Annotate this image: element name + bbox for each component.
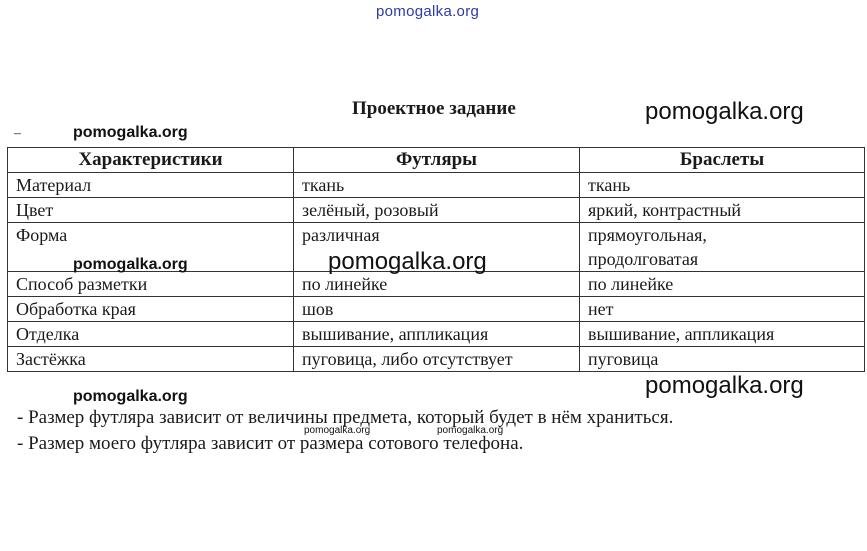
cell-bracelet: по линейке bbox=[580, 272, 865, 297]
cell-bracelet: нет bbox=[580, 297, 865, 322]
cell-bracelet: продолговатая bbox=[580, 247, 865, 272]
cell-bracelet: ткань bbox=[580, 173, 865, 198]
cell-bracelet: пуговица bbox=[580, 347, 865, 372]
table-header-row bbox=[8, 148, 865, 173]
cell-bracelet: вышивание, аппликация bbox=[580, 322, 865, 347]
header-characteristics: Характеристики bbox=[8, 148, 294, 173]
cell-bracelet: прямоугольная, bbox=[580, 223, 865, 248]
cell-case: различная bbox=[294, 223, 580, 248]
watermark-left-bottom: pomogalka.org bbox=[73, 388, 188, 405]
table-row bbox=[8, 198, 865, 223]
table-row bbox=[8, 322, 865, 347]
cell-characteristic: Способ разметки bbox=[8, 272, 294, 297]
watermark-left-title: pomogalka.org bbox=[73, 124, 188, 141]
table-row bbox=[8, 297, 865, 322]
notes bbox=[17, 405, 673, 457]
watermark-top[interactable]: pomogalka.org bbox=[376, 3, 480, 20]
cell-case: ткань bbox=[294, 173, 580, 198]
cell-case: вышивание, аппликация bbox=[294, 322, 580, 347]
watermark-small-1: pomogalka.org bbox=[304, 425, 371, 436]
watermark-center-mid: pomogalka.org bbox=[328, 248, 487, 275]
header-bracelets: Браслеты bbox=[580, 148, 865, 173]
cell-case: пуговица, либо отсутствует bbox=[294, 347, 580, 372]
dash-mark: – bbox=[14, 126, 21, 141]
cell-characteristic: Застёжка bbox=[8, 347, 294, 372]
table-row bbox=[8, 347, 865, 372]
cell-characteristic: Форма bbox=[8, 223, 294, 248]
cell-characteristic: Обработка края bbox=[8, 297, 294, 322]
cell-case: зелёный, розовый bbox=[294, 198, 580, 223]
note-line-2: - Размер моего футляра зависит от размера сотового телефона. bbox=[17, 433, 524, 454]
watermark-right-title: pomogalka.org bbox=[645, 98, 804, 125]
watermark-small-2: pomogalka.org bbox=[437, 425, 504, 436]
header-cases: Футляры bbox=[294, 148, 580, 173]
watermark-right-bottom: pomogalka.org bbox=[645, 372, 804, 399]
cell-characteristic: Материал bbox=[8, 173, 294, 198]
document-title: Проектное задание bbox=[352, 98, 516, 119]
cell-case: шов bbox=[294, 297, 580, 322]
table-row bbox=[8, 223, 865, 248]
cell-characteristic: Отделка bbox=[8, 322, 294, 347]
cell-characteristic: Цвет bbox=[8, 198, 294, 223]
cell-case: по линейке bbox=[294, 272, 580, 297]
cell-bracelet: яркий, контрастный bbox=[580, 198, 865, 223]
note-line-1: - Размер футляра зависит от величины предмета, который будет в нём храниться. bbox=[17, 407, 674, 428]
watermark-left-mid: pomogalka.org bbox=[73, 256, 188, 273]
table-row bbox=[8, 173, 865, 198]
